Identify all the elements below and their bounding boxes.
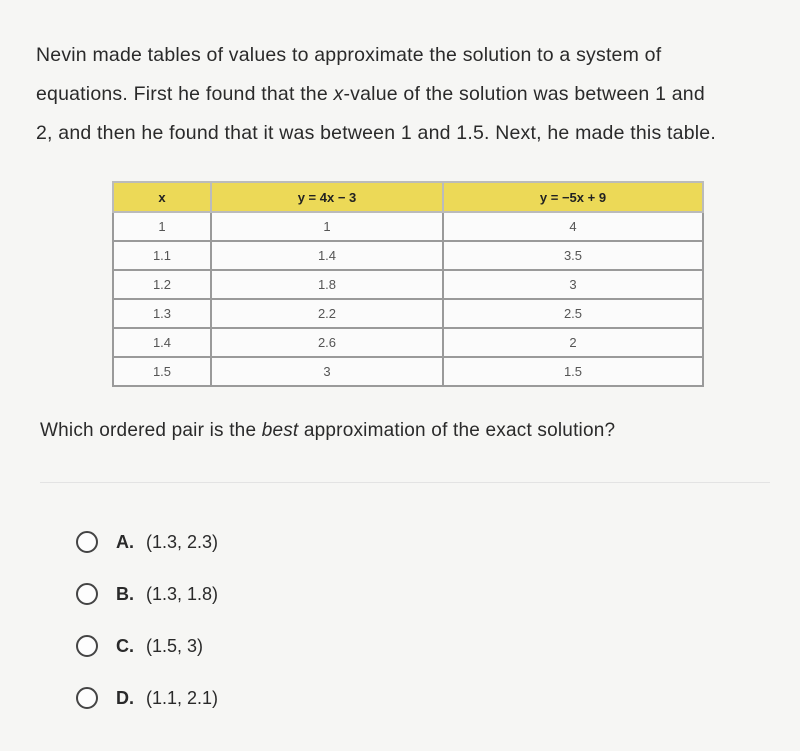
table-row xyxy=(113,299,703,328)
cell-eq1: 1.8 xyxy=(211,270,443,299)
choice-letter: D. xyxy=(116,687,134,708)
radio-button-d[interactable] xyxy=(76,687,98,709)
question-end: approximation of the exact solution? xyxy=(298,420,616,441)
choice-letter: B. xyxy=(116,583,134,604)
choice-b[interactable] xyxy=(76,568,218,620)
problem-line-1: Nevin made tables of values to approximate the solution to a system of xyxy=(36,44,662,66)
choice-c[interactable] xyxy=(76,620,218,672)
choice-letter: A. xyxy=(116,531,134,552)
answer-choices xyxy=(76,516,218,724)
choice-text: (1.1, 2.1) xyxy=(146,687,219,708)
cell-eq1: 3 xyxy=(211,357,443,386)
choice-letter: C. xyxy=(116,635,134,656)
cell-eq1: 1 xyxy=(211,212,443,241)
problem-line-2-start: equations. First he found that the xyxy=(36,83,334,105)
cell-eq1: 2.6 xyxy=(211,328,443,357)
cell-eq2: 4 xyxy=(443,212,703,241)
header-equation-2: y = −5x + 9 xyxy=(443,182,703,212)
cell-x: 1.3 xyxy=(113,299,211,328)
cell-eq1: 1.4 xyxy=(211,241,443,270)
radio-button-c[interactable] xyxy=(76,635,98,657)
table-row xyxy=(113,328,703,357)
choice-text: (1.3, 2.3) xyxy=(146,531,219,552)
cell-x: 1 xyxy=(113,212,211,241)
cell-x: 1.5 xyxy=(113,357,211,386)
cell-eq2: 3.5 xyxy=(443,241,703,270)
variable-x: x xyxy=(333,83,344,105)
header-equation-1: y = 4x − 3 xyxy=(211,182,443,212)
table-row xyxy=(113,357,703,386)
values-table-container xyxy=(112,181,704,387)
cell-eq2: 1.5 xyxy=(443,357,703,386)
cell-eq1: 2.2 xyxy=(211,299,443,328)
cell-x: 1.4 xyxy=(113,328,211,357)
choice-text: (1.5, 3) xyxy=(146,635,204,656)
problem-line-2 xyxy=(36,75,771,114)
values-table xyxy=(112,181,704,387)
choice-d[interactable] xyxy=(76,672,218,724)
cell-eq2: 2 xyxy=(443,328,703,357)
cell-eq2: 3 xyxy=(443,270,703,299)
radio-button-a[interactable] xyxy=(76,531,98,553)
table-row xyxy=(113,270,703,299)
question-emphasis: best xyxy=(261,420,299,441)
table-row xyxy=(113,241,703,270)
table-row xyxy=(113,212,703,241)
question-start: Which ordered pair is the xyxy=(40,420,262,441)
radio-button-b[interactable] xyxy=(76,583,98,605)
choice-a[interactable] xyxy=(76,516,218,568)
cell-x: 1.1 xyxy=(113,241,211,270)
problem-line-2-end: -value of the solution was between 1 and xyxy=(343,83,705,105)
header-x: x xyxy=(113,182,211,212)
choice-text: (1.3, 1.8) xyxy=(146,583,219,604)
cell-x: 1.2 xyxy=(113,270,211,299)
cell-eq2: 2.5 xyxy=(443,299,703,328)
question-text xyxy=(40,420,615,442)
table-header-row xyxy=(113,182,703,212)
problem-text xyxy=(36,36,771,153)
divider xyxy=(40,482,770,483)
problem-line-3: 2, and then he found that it was between 1 and 1.5. Next, he made this table. xyxy=(36,122,716,144)
